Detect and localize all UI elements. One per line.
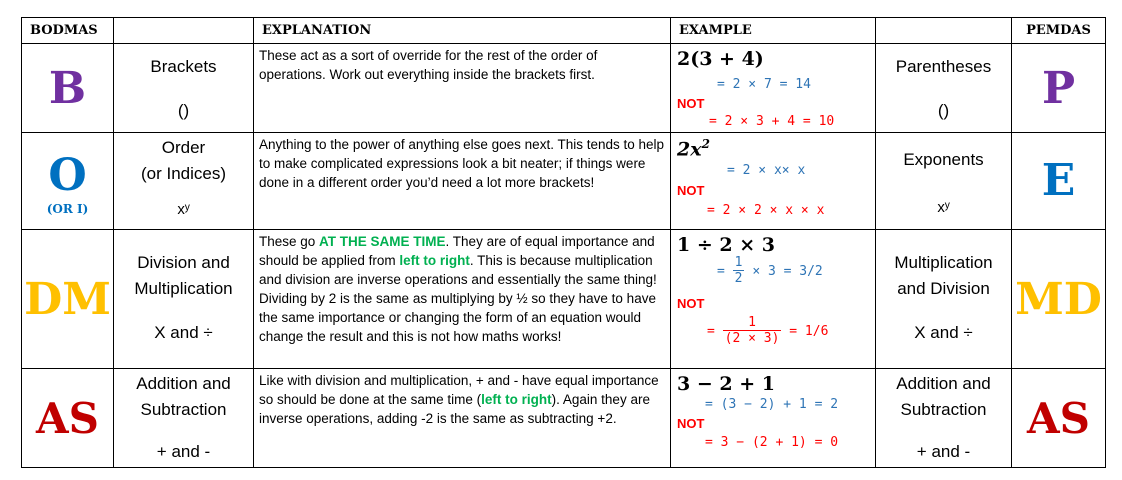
example-correct-fraction — [733, 256, 745, 287]
explanation-cell — [254, 369, 671, 468]
fraction-denominator: (2 × 3) — [724, 331, 780, 346]
explanation-text-1: Like with division and multiplication, + and - have equal importance so should be done at the same time ( — [259, 373, 659, 407]
table-row-order — [22, 133, 1106, 230]
example-expression-base: 2x — [677, 138, 702, 161]
bodmas-name-line1: Order — [161, 138, 206, 157]
example-wrong-equals: = — [707, 324, 715, 339]
table-row-division-multiplication — [22, 230, 1106, 369]
explanation-cell — [254, 230, 671, 369]
bodmas-name-line2: (or Indices) — [140, 164, 227, 183]
example-not-label: NOT — [677, 296, 705, 311]
example-wrong: = 2 × 2 × x × x — [707, 203, 825, 218]
explanation-text-3: . This is because multiplication and division are inverse operations and essentially the same thing! Dividing by 2 is the same as multiplying by ½ so they have to have the same importance or changing the form of an equation would change the result and this is not how maths works! — [259, 253, 657, 344]
example-wrong: = 3 − (2 + 1) = 0 — [705, 435, 839, 450]
letter-md: MD — [1012, 230, 1106, 369]
fraction-numerator: 1 — [734, 255, 743, 270]
pemdas-name-line2: and Division — [897, 279, 990, 298]
example-wrong-fraction — [723, 316, 782, 347]
example-expression: 3 − 2 + 1 — [677, 373, 775, 395]
header-blank-2 — [876, 18, 1012, 44]
bodmas-name-line2: Multiplication — [134, 279, 233, 298]
explanation-cell: These act as a sort of override for the rest of the order of operations. Work out everything inside the brackets first. — [254, 44, 671, 133]
example-wrong-rest: = 1/6 — [789, 324, 829, 339]
example-not-label: NOT — [677, 183, 705, 198]
fraction-denominator: 2 — [734, 271, 743, 286]
explanation-cell: Anything to the power of anything else goes next. This tends to help to make complicated expressions look a bit neater; if things were done in a different order you’d need a lot more brackets! — [254, 133, 671, 230]
fraction-numerator: 1 — [723, 316, 782, 331]
table-row-brackets — [22, 44, 1106, 133]
bodmas-name: Brackets — [150, 57, 217, 76]
pemdas-symbol: () — [937, 101, 950, 120]
header-example: EXAMPLE — [671, 18, 876, 44]
bodmas-name-cell — [114, 230, 254, 369]
letter-e: E — [1012, 133, 1106, 230]
pemdas-name-line1: Addition and — [896, 374, 991, 393]
header-explanation: EXPLANATION — [254, 18, 671, 44]
example-correct-rest: × 3 = 3/2 — [752, 264, 823, 279]
pemdas-name-cell — [876, 230, 1012, 369]
letter-o-subtitle: (OR I) — [46, 202, 89, 216]
pemdas-name-cell — [876, 44, 1012, 133]
letter-as-pemdas: AS — [1012, 369, 1106, 468]
header-blank-1 — [114, 18, 254, 44]
bodmas-symbol: xʸ — [177, 201, 190, 218]
bodmas-symbol: X and ÷ — [154, 323, 213, 342]
example-correct: = (3 − 2) + 1 = 2 — [705, 397, 839, 412]
bodmas-name-line1: Division and — [137, 253, 230, 272]
example-expression: 2(3 + 4) — [677, 48, 764, 70]
bodmas-name-cell — [114, 369, 254, 468]
pemdas-name-line1: Multiplication — [894, 253, 993, 272]
example-cell — [671, 369, 876, 468]
header-row — [22, 18, 1106, 44]
example-cell — [671, 230, 876, 369]
example-correct: = 2 × 7 = 14 — [717, 77, 811, 92]
example-not-label: NOT — [677, 416, 705, 431]
letter-as: AS — [22, 369, 114, 468]
example-expression-exponent: 2 — [701, 137, 710, 151]
pemdas-name-cell — [876, 369, 1012, 468]
example-expression: 1 ÷ 2 × 3 — [677, 234, 775, 256]
example-cell — [671, 133, 876, 230]
example-correct-equals: = — [717, 264, 725, 279]
table-row-addition-subtraction — [22, 369, 1106, 468]
pemdas-name: Exponents — [903, 150, 984, 169]
example-correct: = 2 × x× x — [727, 163, 806, 178]
pemdas-symbol: + and - — [916, 442, 971, 461]
example-correct — [717, 256, 823, 287]
bodmas-name-cell — [114, 44, 254, 133]
example-not-label: NOT — [677, 96, 705, 111]
letter-o-cell — [22, 133, 114, 230]
header-bodmas: BODMAS — [22, 18, 114, 44]
explanation-text-1: These go — [259, 234, 320, 249]
order-of-operations-table — [21, 17, 1106, 468]
bodmas-symbol: + and - — [156, 442, 211, 461]
explanation-emphasis-1: left to right — [481, 392, 552, 407]
header-pemdas: PEMDAS — [1012, 18, 1106, 44]
example-wrong — [707, 316, 828, 347]
bodmas-name-line2: Subtraction — [140, 400, 227, 419]
letter-dm: DM — [22, 230, 114, 369]
letter-p: P — [1012, 44, 1106, 133]
explanation-emphasis-2: left to right — [399, 253, 470, 268]
bodmas-name-line1: Addition and — [136, 374, 231, 393]
pemdas-symbol: X and ÷ — [914, 323, 973, 342]
letter-b: B — [22, 44, 114, 133]
example-expression — [677, 137, 710, 160]
pemdas-name-cell — [876, 133, 1012, 230]
example-cell — [671, 44, 876, 133]
bodmas-name-cell — [114, 133, 254, 230]
pemdas-name-line2: Subtraction — [900, 400, 987, 419]
bodmas-symbol: () — [177, 101, 190, 120]
explanation-text-2: ). Again they are inverse operations, adding -2 is the same as subtracting +2. — [259, 392, 650, 426]
explanation-emphasis-1: AT THE SAME TIME — [319, 234, 446, 249]
pemdas-name: Parentheses — [895, 57, 992, 76]
explanation-text-2: . They are of equal importance and should be applied from — [259, 234, 655, 268]
example-wrong: = 2 × 3 + 4 = 10 — [709, 114, 835, 129]
pemdas-symbol: xʸ — [937, 199, 950, 216]
letter-o: O — [48, 150, 87, 201]
